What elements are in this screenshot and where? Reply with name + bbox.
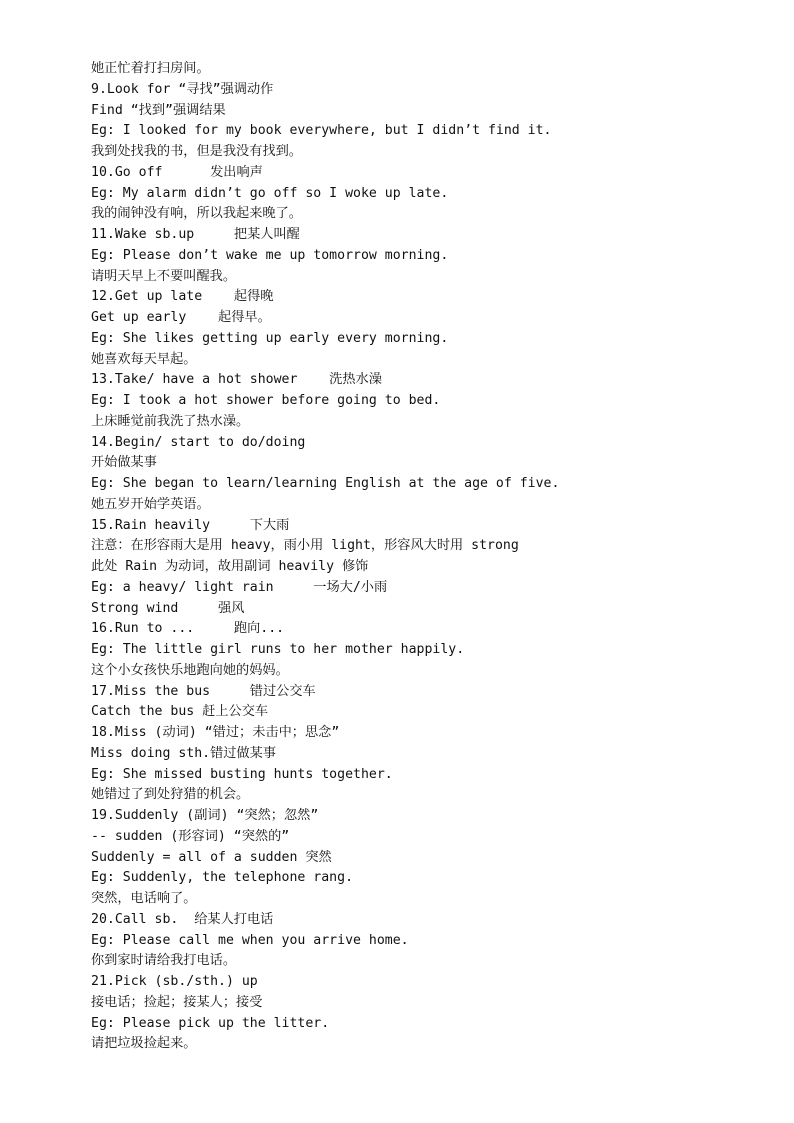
text-line: Eg: Please pick up the litter. [91,1015,330,1031]
text-line: Eg: I looked for my book everywhere, but I didn’t find it. [91,123,552,139]
text-line: Eg: Suddenly, the telephone rang. [91,870,354,886]
text-line: 12.Get up late 起得晚 [91,289,274,305]
text-line: 你到家时请给我打电话。 [91,953,237,969]
text-line: 请把垃圾捡起来。 [91,1036,197,1052]
text-line: 18.Miss (动词) “错过；未击中；思念” [91,725,340,740]
text-line: Eg: a heavy/ light rain 一场大/小雨 [91,579,388,595]
text-line: 15.Rain heavily 下大雨 [91,517,290,533]
text-line: Miss doing sth.错过做某事 [91,745,277,761]
text-line: 接电话；捡起；接某人；接受 [91,994,263,1010]
text-line: 她正忙着打扫房间。 [91,61,210,76]
text-line: Find “找到”强调结果 [91,102,226,118]
text-line: Strong wind 强风 [91,600,245,616]
text-line: 19.Suddenly (副词) “突然；忽然” [91,808,319,823]
text-line: 我到处找我的书，但是我没有找到。 [91,144,302,159]
text-line: Eg: The little girl runs to her mother happily. [91,642,465,657]
text-line: 她喜欢每天早起。 [91,351,197,367]
text-line: Eg: I took a hot shower before going to bed. [91,393,441,408]
text-line: 11.Wake sb.up 把某人叫醒 [91,227,300,242]
text-line: -- sudden (形容词) “突然的” [91,828,290,844]
text-line: 10.Go off 发出响声 [91,164,263,180]
text-line: 21.Pick (sb./sth.) up [91,974,258,989]
text-line: 开始做某事 [91,455,157,471]
text-line: Eg: Please don’t wake me up tomorrow morning. [91,247,449,263]
text-line: Suddenly = all of a sudden 突然 [91,849,332,865]
text-line: 请明天早上不要叫醒我。 [91,268,237,284]
text-line: 14.Begin/ start to do/doing [91,434,306,450]
text-line: Eg: She missed busting hunts together. [91,766,393,782]
text-line: Eg: She likes getting up early every morning. [91,330,449,346]
text-line: Eg: She began to learn/learning English at the age of five. [91,476,560,491]
text-line: Eg: My alarm didn’t go off so I woke up late. [91,185,449,201]
text-line: 我的闹钟没有响，所以我起来晚了。 [91,206,302,222]
text-line: 注意：在形容雨大是用 heavy，雨小用 light，形容风大时用 strong [91,538,519,554]
text-line: 9.Look for “寻找”强调动作 [91,81,274,97]
document-page [91,59,771,1055]
text-line: 突然，电话响了。 [91,891,197,906]
text-line: 这个小女孩快乐地跑向她的妈妈。 [91,662,289,678]
text-line: 13.Take/ have a hot shower 洗热水澡 [91,372,382,388]
text-line: 16.Run to ... 跑向... [91,621,285,637]
text-line: Get up early 起得早。 [91,310,271,325]
text-line: Catch the bus 赶上公交车 [91,704,269,720]
text-line: Eg: Please call me when you arrive home. [91,932,409,948]
text-line: 上床睡觉前我洗了热水澡。 [91,413,250,429]
text-line: 她错过了到处狩猎的机会。 [91,787,250,803]
text-line: 她五岁开始学英语。 [91,496,210,512]
text-line: 20.Call sb. 给某人打电话 [91,911,274,927]
text-line: 17.Miss the bus 错过公交车 [91,683,316,699]
text-line: 此处 Rain 为动词，故用副词 heavily 修饰 [91,559,369,574]
